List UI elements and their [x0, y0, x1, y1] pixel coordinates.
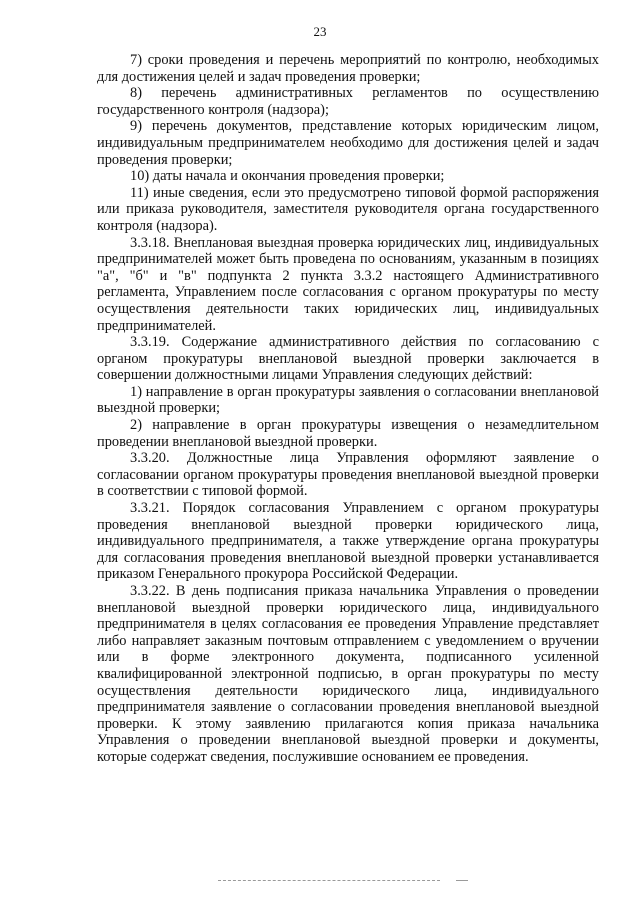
list-item-11: 11) иные сведения, если это предусмотрено типовой формой распоряжения или приказа руководителя, заместителя руководителя органа государственного контроля (надзора). — [97, 184, 599, 234]
list-item-10: 10) даты начала и окончания проведения проверки; — [130, 168, 445, 185]
footer-divider — [218, 880, 440, 881]
clause-3-3-22: 3.3.22. В день подписания приказа начальника Управления о проведении внеплановой выездной проверки юридического лица, индивидуального предпринимателя в целях согласования ее проведения Управление представляет либо направляет заказным почтовым отправлением с уведомлением о вручении или в форме электронного документа, подписанного усиленной квалифицированной электронной подписью, в орган прокуратуры по месту осуществления деятельности юридического лица, индивидуального предпринимателя заявление о согласовании проведения внеплановой выездной проверки. К этому заявлению прилагаются копия приказа начальника Управления о проведении внеплановой выездной проверки и документы, которые содержат сведения, послужившие основанием ее проведения. — [97, 583, 599, 765]
clause-3-3-18: 3.3.18. Внеплановая выездная проверка юридических лиц, индивидуальных предпринимателей может быть проведена по основаниям, указанным в позициях "а", "б" и "в" подпункта 2 пункта 3.3.2 настоящего Административного регламента, Управлением после согласования с органом прокуратуры по месту осуществления деятельности таких юридических лиц, индивидуальных предпринимателей. — [97, 234, 599, 334]
clause-3-3-21: 3.3.21. Порядок согласования Управлением с органом прокуратуры проведения внеплановой выездной проверки юридического лица, индивидуального предпринимателя, а также утверждение органа прокуратуры для согласования проведения внеплановой выездной проверки устанавливается приказом Генерального прокурора Российской Федерации. — [97, 500, 599, 583]
clause-3-3-19: 3.3.19. Содержание административного действия по согласованию с органом прокуратуры внеплановой выездной проверки заключается в совершении должностными лицами Управления следующих действий: — [97, 334, 599, 384]
list-item-9: 9) перечень документов, представление которых юридическим лицом, индивидуальным предпринимателем необходимо для достижения целей и задач проведения проверки; — [97, 118, 599, 168]
page-number: 23 — [313, 24, 327, 39]
clause-3-3-19-item-1: 1) направление в орган прокуратуры заявления о согласовании внеплановой выездной проверки; — [97, 383, 599, 417]
list-item-7: 7) сроки проведения и перечень мероприятий по контролю, необходимых для достижения целей и задач проведения проверки; — [97, 52, 599, 85]
clause-3-3-20: 3.3.20. Должностные лица Управления оформляют заявление о согласовании органом прокуратуры проведения внеплановой выездной проверки в соответствии с типовой формой. — [97, 450, 599, 500]
list-item-8: 8) перечень административных регламентов по осуществлению государственного контроля (надзора); — [97, 85, 599, 118]
document-body — [97, 52, 599, 766]
footer-dash — [456, 880, 468, 881]
clause-3-3-19-item-2: 2) направление в орган прокуратуры извещения о незамедлительном проведении внеплановой выездной проверки. — [97, 417, 599, 450]
